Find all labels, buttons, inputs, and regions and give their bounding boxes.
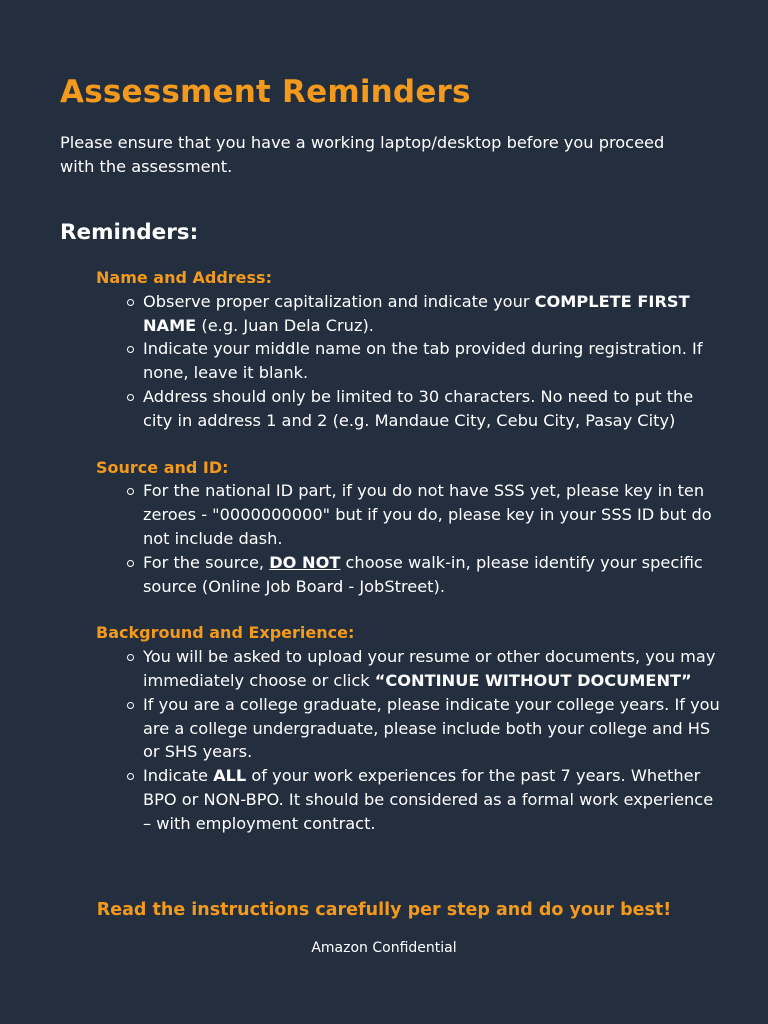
reminder-sections [96,266,726,859]
circle-bullet-icon [127,394,134,401]
item-text: of your work experiences for the past 7 years. Whether BPO or NON-BPO. It should be considered as a formal work experience – with employment contract. [143,766,714,833]
list-item [143,337,726,385]
item-text: If you are a college graduate, please indicate your college years. If you are a college undergraduate, please include both your college and HS or SHS years. [143,694,720,762]
page-title: Assessment Reminders [60,74,471,110]
confidential-footer: Amazon Confidential [311,940,457,956]
item-text: Address should only be limited to 30 characters. No need to put the city in address 1 and 2 (e.g. Mandaue City, Cebu City, Pasay City) [143,386,694,430]
circle-bullet-icon [127,299,134,306]
section-name-address [96,266,726,433]
circle-bullet-icon [127,654,134,661]
intro-text: Please ensure that you have a working laptop/desktop before you proceed with the assessment. [60,133,665,176]
list-item [143,290,726,338]
item-text: choose walk-in, please identify your specific source (Online Job Board - JobStreet). [143,552,703,596]
reminder-list [96,290,726,433]
item-text: For the source, [143,552,270,572]
list-item [143,551,726,599]
item-emphasis: “CONTINUE WITHOUT DOCUMENT” [374,670,692,690]
section-title: Name and Address: [96,268,272,287]
item-text: You will be asked to upload your resume or other documents, you may immediately choose or click [143,647,716,690]
item-text: Indicate [143,766,214,786]
item-text: Indicate your middle name on the tab provided during registration. If none, leave it blank. [143,339,703,383]
item-text: (e.g. Juan Dela Cruz). [196,315,374,335]
list-item [143,764,726,835]
reminder-list [96,479,726,598]
circle-bullet-icon [127,702,134,709]
item-text: Observe proper capitalization and indicate your [143,291,535,311]
section-title: Source and ID: [96,457,229,477]
list-item [143,479,726,550]
circle-bullet-icon [127,773,134,780]
closing-message: Read the instructions carefully per step and do your best! [96,900,672,920]
list-item [143,645,726,693]
item-emphasis: COMPLETE FIRST NAME [143,291,690,335]
item-text: For the national ID part, if you do not have SSS yet, please key in ten zeroes - "0000000000" but if you do, please key in your SSS ID but do not include dash. [143,481,712,548]
reminders-heading: Reminders: [60,220,199,245]
section-title: Background and Experience: [96,623,355,643]
section-source-id [96,456,726,599]
circle-bullet-icon [127,488,134,495]
section-background-experience [96,621,726,835]
circle-bullet-icon [127,346,134,353]
item-emphasis: ALL [213,766,247,786]
reminder-list [96,645,726,835]
list-item [143,693,726,764]
item-emphasis: DO NOT [269,552,341,572]
list-item [143,385,726,433]
circle-bullet-icon [127,560,134,567]
